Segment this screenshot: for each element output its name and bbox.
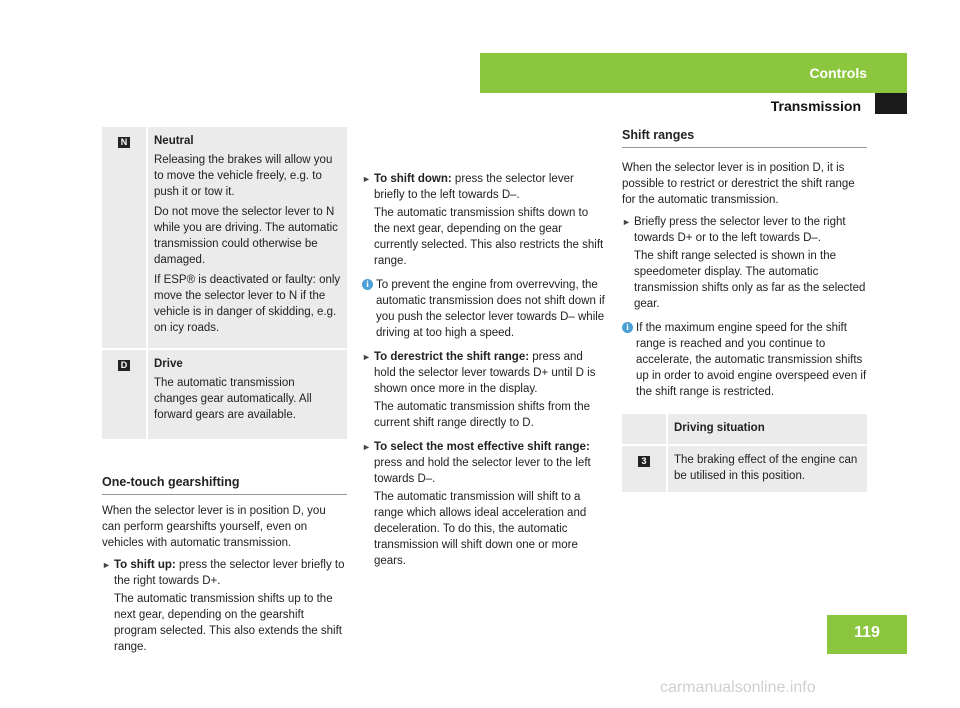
step-title: To shift down: [374,173,452,185]
step-text: press the selector lever briefly to the left towards D–. [374,173,574,201]
gear-table [102,127,347,440]
gear-paragraph: Releasing the brakes will allow you to move the vehicle freely, e.g. to push it or tow it. [154,154,333,198]
step-shift-down [362,171,607,203]
step-body: The automatic transmission shifts down to the next gear, depending on the gear currently selected. This also restricts the shift range. [374,207,604,267]
step-body: The automatic transmission will shift to a range which allows ideal acceleration and deceleration. To do this, the automatic transmission will shift down one or more gears. [374,491,587,567]
gear-paragraph: If ESP® is deactivated or faulty: only move the selector lever to N if the vehicle is in danger of skidding, e.g. on icy roads. [154,274,341,334]
section-tab [480,53,907,93]
info-note [622,320,867,400]
gear-d-icon: D [118,360,130,371]
step-body: The shift range selected is shown in the speedometer display. The automatic transmission shifts only as far as the selected gear. [634,250,866,310]
gear-title: Neutral [154,135,194,147]
arrow-right-icon: ► [362,174,371,184]
gear-row-neutral [102,127,347,348]
step-title: To derestrict the shift range: [374,351,530,363]
arrow-right-icon: ► [362,442,371,452]
info-note [362,277,607,341]
table-header-row [622,414,867,444]
gear-title: Drive [154,358,183,370]
table-header: Driving situation [666,414,867,444]
info-icon: i [362,279,373,290]
header-marker [875,93,907,114]
step-shift-up [102,557,347,589]
step-press-lever [622,214,867,246]
column-2 [362,127,607,577]
gear-3-icon: 3 [638,456,650,467]
step-text: press the selector lever briefly to the right towards D+. [114,559,345,587]
intro-paragraph: When the selector lever is in position D, you can perform gearshifts yourself, even on vehicles with automatic transmission. [102,505,326,549]
column-1 [102,127,347,663]
section-tab-label: Controls [809,65,867,81]
intro-paragraph: When the selector lever is in position D, it is possible to restrict or derestrict the shift range for the automatic transmission. [622,162,855,206]
gear-row-drive [102,348,347,439]
page-number-box [827,615,907,654]
step-text: press and hold the selector lever towards D+ until D is shown once more in the display. [374,351,596,395]
step-text: Briefly press the selector lever to the right towards D+ or to the left towards D–. [634,216,846,244]
watermark: carmanualsonline.info [660,679,816,696]
step-most-effective [362,439,607,487]
step-body: The automatic transmission shifts up to the next gear, depending on the gearshift program selected. This also extends the shift range. [114,593,342,653]
info-icon: i [622,322,633,333]
step-title: To shift up: [114,559,176,571]
page-title: Transmission [770,98,861,114]
table-cell: The braking effect of the engine can be utilised in this position. [666,446,867,492]
step-text: press and hold the selector lever to the left towards D–. [374,457,591,485]
arrow-right-icon: ► [362,352,371,362]
page-header [480,93,875,117]
section-title-shift-ranges: Shift ranges [622,127,867,148]
step-derestrict [362,349,607,397]
step-title: To select the most effective shift range: [374,441,590,453]
note-text: To prevent the engine from overrevving, the automatic transmission does not shift down if you push the selector lever towards D– while driving at too high a speed. [376,279,605,339]
gear-paragraph: The automatic transmission changes gear automatically. All forward gears are available. [154,377,312,421]
gear-n-icon: N [118,137,130,148]
page-number: 119 [854,624,880,641]
arrow-right-icon: ► [102,560,111,570]
column-3 [622,127,867,492]
note-text: If the maximum engine speed for the shift range is reached and you continue to accelerate, the automatic transmission shifts up in order to avoid engine overspeed even if the shift range is restricted. [636,322,867,398]
section-title-one-touch: One-touch gearshifting [102,474,347,495]
driving-situation-table [622,414,867,492]
step-body: The automatic transmission shifts from the current shift range directly to D. [374,401,591,429]
gear-paragraph: Do not move the selector lever to N while you are driving. The automatic transmission could otherwise be damaged. [154,206,338,266]
arrow-right-icon: ► [622,217,631,227]
table-row [622,444,867,492]
